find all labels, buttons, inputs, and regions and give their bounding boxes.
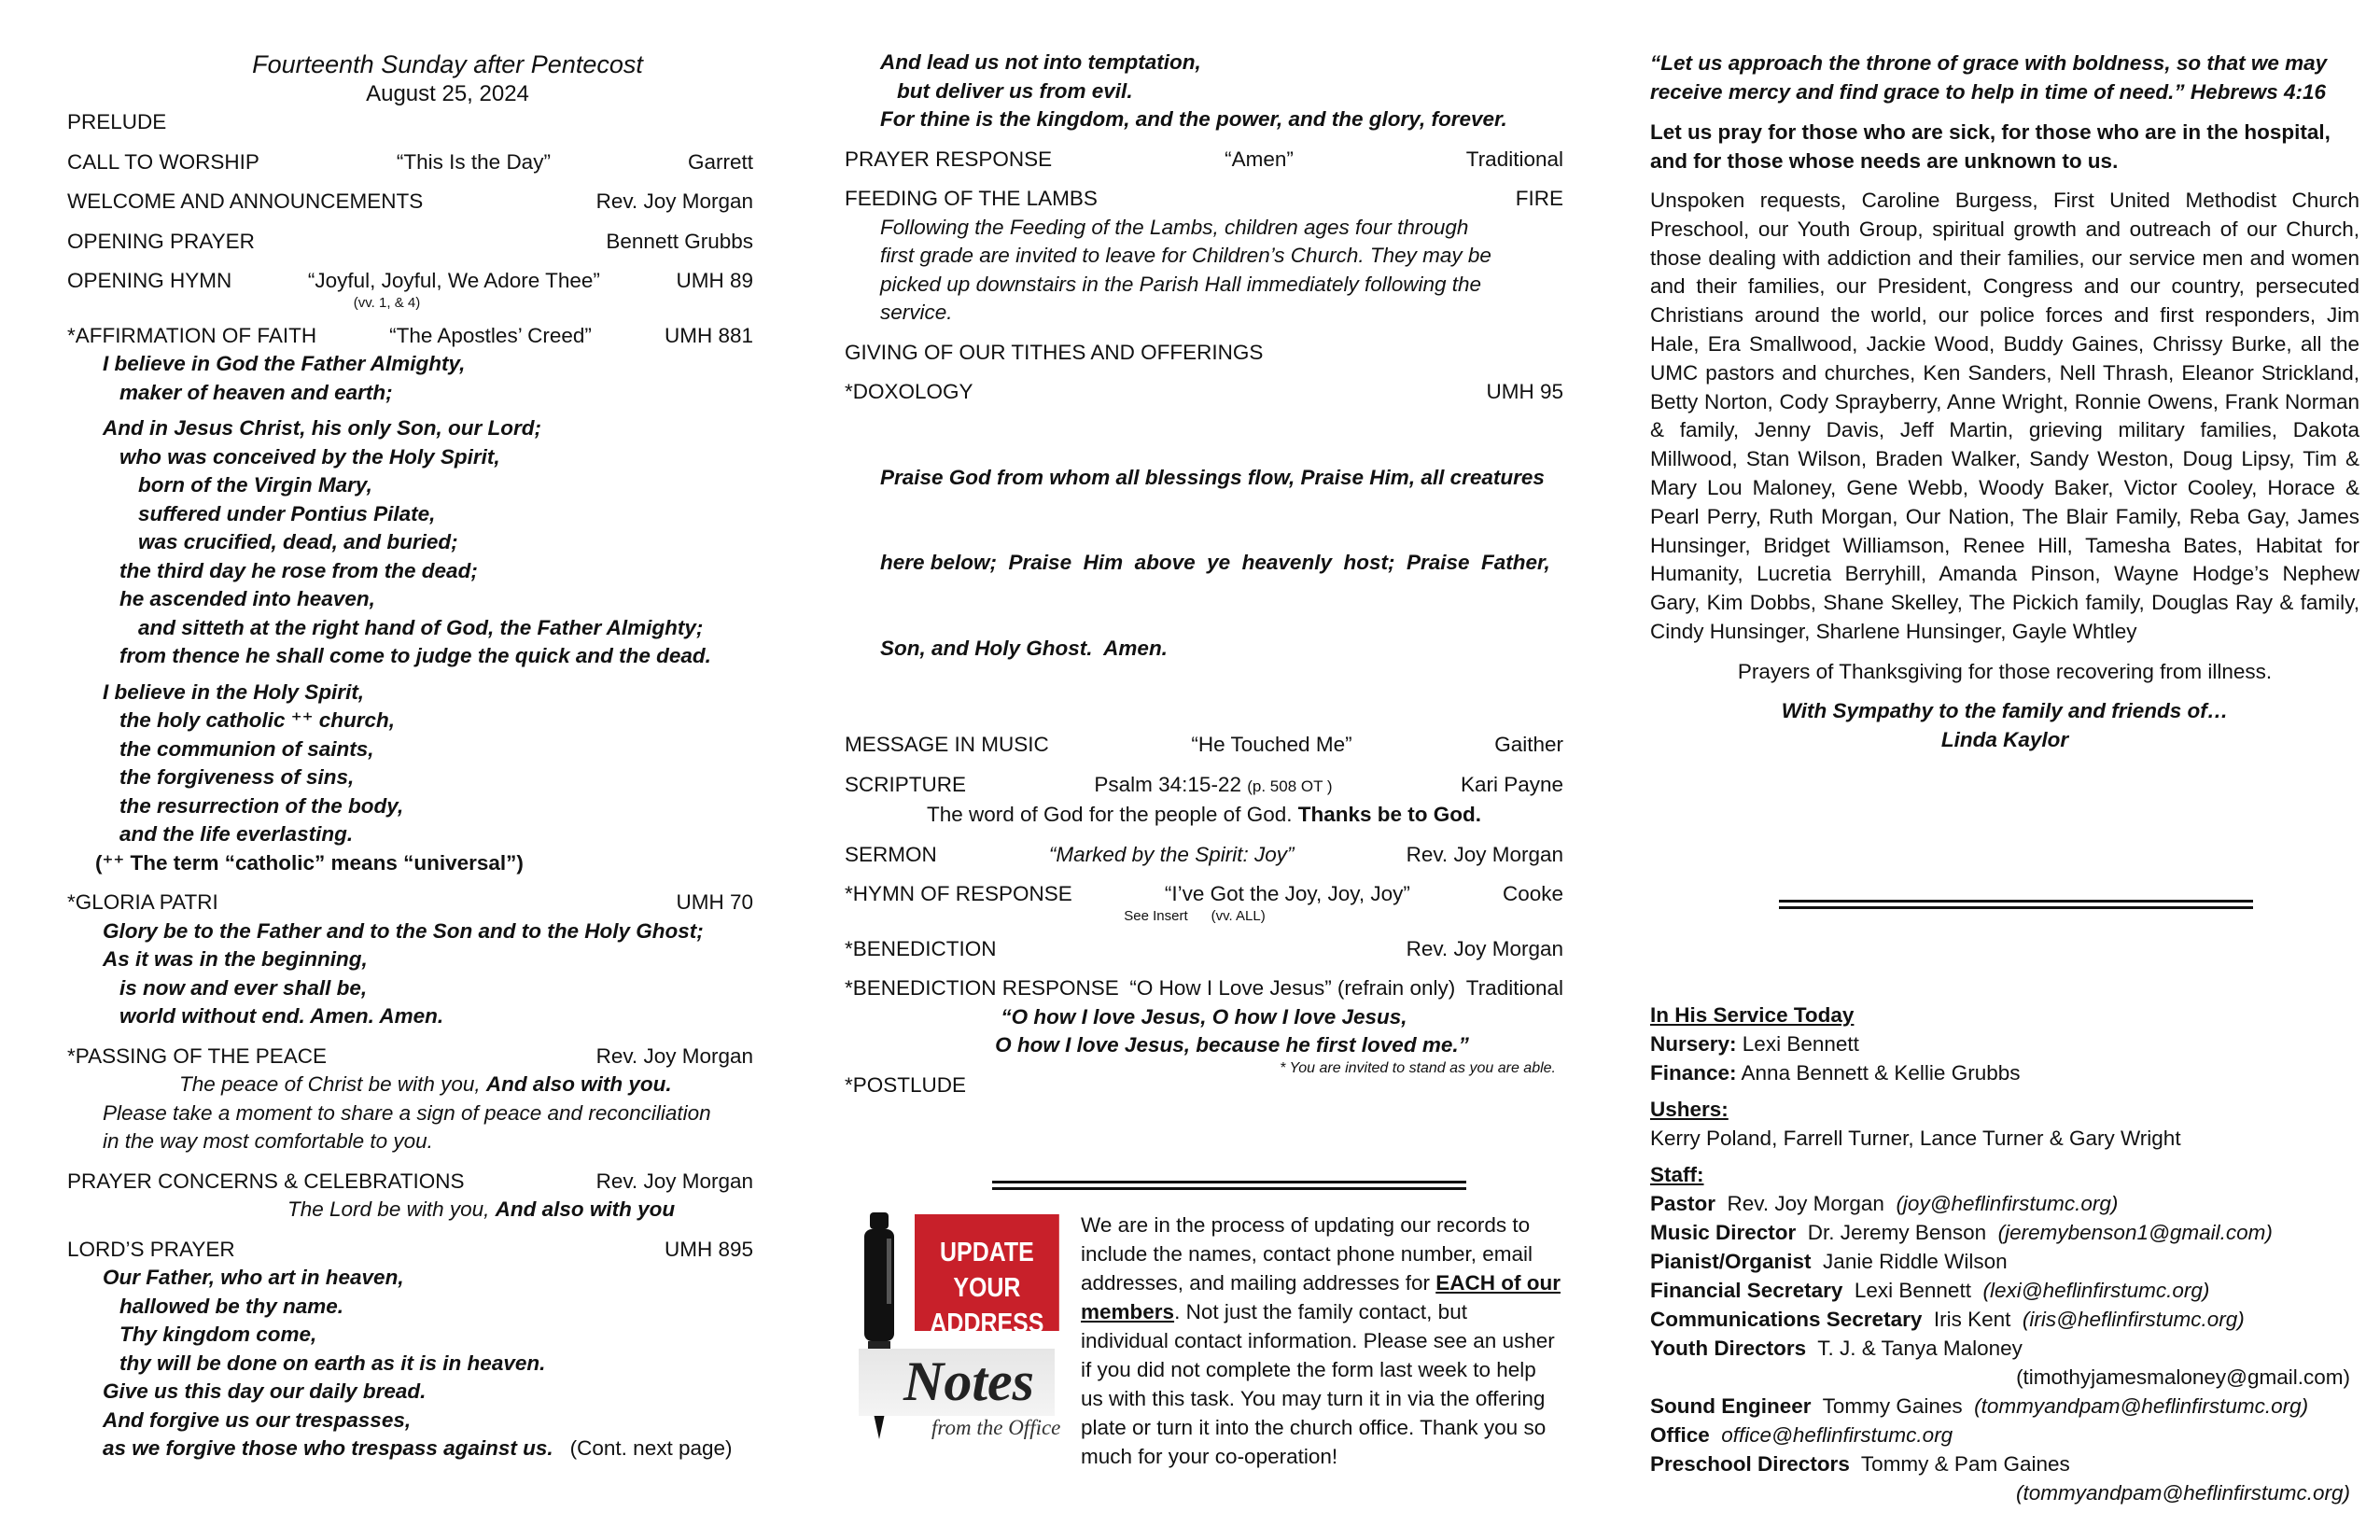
thanksgiving-prayers: Prayers of Thanksgiving for those recovering from illness. — [1737, 659, 2273, 683]
lords-prayer-line: hallowed be thy name. — [119, 1294, 344, 1318]
staff-heading: Staff: — [1650, 1163, 1704, 1186]
lords-prayer-line: as we forgive those who trespass against us. (Cont. next page) — [103, 1436, 733, 1460]
creed-line: the forgiveness of sins, — [119, 765, 355, 789]
tithes-offerings: GIVING OF OUR TITHES AND OFFERINGS — [845, 340, 1264, 364]
peace-response: The peace of Christ be with you, And also with you. — [179, 1072, 672, 1096]
lambs-text-line: first grade are invited to leave for Children’s Church. They may be — [880, 244, 1491, 267]
service-heading: In His Service Today — [1650, 1003, 1855, 1027]
staff-pianist: Pianist/Organist Janie Riddle Wilson — [1650, 1250, 2008, 1273]
staff-music-director: Music Director Dr. Jeremy Benson (jeremybenson1@gmail.com) — [1650, 1221, 2273, 1244]
staff-sound-engineer: Sound Engineer Tommy Gaines (tommyandpam@heflinfirstumc.org) — [1650, 1394, 2309, 1418]
postlude: *POSTLUDE — [845, 1072, 967, 1097]
service-title: Fourteenth Sunday after Pentecost — [252, 50, 643, 78]
scripture-response: The word of God for the people of God. Thanks be to God. — [926, 803, 1481, 826]
lords-prayer-line: And lead us not into temptation, — [880, 50, 1201, 74]
call-to-worship: CALL TO WORSHIP “This Is the Day” Garrett — [67, 149, 753, 174]
welcome-announcements: WELCOME AND ANNOUNCEMENTS Rev. Joy Morgan — [67, 189, 753, 213]
sympathy-name: Linda Kaylor — [1940, 727, 2069, 751]
lords-prayer-line: And forgive us our trespasses, — [103, 1407, 412, 1432]
hymn-of-response: *HYMN OF RESPONSE “I’ve Got the Joy, Joy, Joy” Cooke — [845, 882, 1563, 905]
doxology-line: Praise God from whom all blessings flow, Praise Him, all creatures — [880, 465, 1545, 489]
youth-email: (timothyjamesmaloney@gmail.com) — [2016, 1365, 2350, 1389]
hymn-verses-note: (vv. 1, & 4) — [353, 294, 421, 311]
benediction-lyric: “O how I love Jesus, O how I love Jesus, — [1001, 1004, 1407, 1029]
stand-note: * You are invited to stand as you are able. — [1280, 1060, 1556, 1076]
creed-line: who was conceived by the Holy Spirit, — [119, 444, 500, 469]
creed-line: suffered under Pontius Pilate, — [138, 501, 436, 525]
lambs-text-line: service. — [880, 301, 953, 324]
doxology-line: Son, and Holy Ghost. Amen. — [880, 636, 1168, 660]
hebrews-verse: “Let us approach the throne of grace with boldness, so that we may receive mercy and find grace to help in time of need.” Hebrews 4:16 — [1650, 51, 2328, 104]
benediction: *BENEDICTION Rev. Joy Morgan — [845, 936, 1563, 960]
creed-line: maker of heaven and earth; — [119, 380, 393, 404]
finance: Finance: Anna Bennett & Kellie Grubbs — [1650, 1061, 2021, 1085]
notes-subtitle: from the Office — [931, 1416, 1061, 1439]
gloria-patri: *GLORIA PATRI UMH 70 — [67, 890, 753, 914]
continued-note: (Cont. next page) — [569, 1436, 733, 1460]
gloria-line: Glory be to the Father and to the Son and to the Holy Ghost; — [103, 918, 704, 943]
benediction-lyric: O how I love Jesus, because he first loved me.” — [995, 1033, 1469, 1057]
staff-communications: Communications Secretary Iris Kent (iris@heflinfirstumc.org) — [1650, 1308, 2245, 1331]
update-address-text: We are in the process of updating our records to include the names, contact phone number, email addresses, and mailing addresses for EACH of our members. Not just the family contact, but individual contact information. Please see an usher if you did not complete the form last week to help us with this task. You may turn it in via the offering plate or turn it into the church office. Thank you so much for your co-operation! — [1081, 1213, 1561, 1468]
divider — [1779, 900, 2253, 909]
ushers-heading: Ushers: — [1650, 1098, 1729, 1121]
service-date: August 25, 2024 — [366, 81, 529, 106]
notes-word: Notes — [903, 1351, 1034, 1412]
prayer-concerns: PRAYER CONCERNS & CELEBRATIONS Rev. Joy Morgan — [67, 1169, 753, 1193]
opening-prayer: OPENING PRAYER Bennett Grubbs — [67, 229, 753, 253]
prayers-and-staff — [1650, 49, 2359, 1505]
update-address-notice — [859, 1211, 1561, 1533]
lords-prayer-line: Our Father, who art in heaven, — [103, 1266, 404, 1289]
staff-youth-directors: Youth Directors T. J. & Tanya Maloney — [1650, 1337, 2023, 1360]
creed-line: and sitteth at the right hand of God, the Father Almighty; — [138, 615, 704, 639]
lords-prayer: LORD’S PRAYER UMH 895 — [67, 1237, 753, 1261]
opening-hymn: OPENING HYMN “Joyful, Joyful, We Adore Thee” UMH 89 — [67, 269, 753, 292]
prayer-intro: Let us pray for those who are sick, for those who are in the hospital, and for those whose needs are unknown to us. — [1650, 120, 2331, 173]
order-of-worship-part1 — [67, 49, 753, 1463]
doxology: *DOXOLOGY UMH 95 — [845, 380, 1563, 403]
in-his-service — [1650, 1001, 2359, 1507]
catholic-footnote: (⁺⁺ The term “catholic” means “universal”) — [95, 850, 524, 875]
benediction-response: *BENEDICTION RESPONSE “O How I Love Jesus” (refrain only) Traditional — [845, 976, 1563, 1000]
staff-pastor: Pastor Rev. Joy Morgan (joy@heflinfirstumc.org) — [1650, 1192, 2119, 1215]
update-address-badge: UPDATE YOUR ADDRESS — [915, 1214, 1059, 1331]
scripture: SCRIPTURE Psalm 34:15-22 (p. 508 OT ) Kari Payne — [845, 772, 1563, 796]
lords-prayer-line: Thy kingdom come, — [119, 1323, 317, 1346]
prayer-list: Unspoken requests, Caroline Burgess, First United Methodist Church Preschool, our Youth Group, spiritual growth and outreach of our Church, those dealing with addiction and their families, our service men and women and their families, our President, Congress and our country, persecuted Christians around the world, our police forces and first responders, Jim Hale, Era Smallwood, Jackie Wood, Buddy Gaines, Chrissy Burke, all the UMC pastors and churches, Ken Sanders, Nell Thrash, Eleanor Strickland, Betty Norton, Cody Sprayberry, Anne Wright, Ronnie Owens, Frank Norman & family, Jenny Davis, Jeff Martin, grieving military families, Dakota Millwood, Stan Wilson, Braden Walker, Sandy Weston, Doug Lipsy, Tim & Mary Lou Maloney, Gene Webb, Woody Baker, Victor Cooley, Horace & Pearl Perry, Ruth Morgan, Our Nation, The Blair Family, Reba Gay, James Hunsinger, Bridget Williamson, Renee Hill, Tamesha Bates, Habitat for Humanity, Lucretia Berryhill, Amanda Pinson, Wayne Hodge’s Nephew Gary, Kim Dobbs, Shane Skelley, The Pickich family, Douglas Ray & family, Cindy Hunsinger, Sharlene Hunsinger, Gayle Whtley — [1650, 189, 2359, 643]
doxology-line: here below; Praise Him above ye heavenly host; Praise Father, — [880, 551, 1550, 574]
lambs-text-line: picked up downstairs in the Parish Hall immediately following the — [880, 272, 1482, 296]
preschool-email: (tommyandpam@heflinfirstumc.org) — [2016, 1481, 2350, 1505]
gloria-line: world without end. Amen. Amen. — [119, 1004, 444, 1028]
creed-line: the resurrection of the body, — [119, 793, 404, 818]
lambs-text-line: Following the Feeding of the Lambs, children ages four through — [880, 215, 1469, 239]
peace-instruction: Please take a moment to share a sign of peace and reconciliation — [103, 1100, 711, 1125]
creed-line: the holy catholic ⁺⁺ church, — [119, 708, 396, 732]
creed-line: born of the Virgin Mary, — [138, 473, 372, 497]
gloria-line: As it was in the beginning, — [103, 947, 368, 971]
hymn-insert-note: See Insert (vv. ALL) — [1124, 907, 1266, 924]
lords-prayer-line: For thine is the kingdom, and the power, and the glory, forever. — [880, 107, 1507, 131]
creed-line: from thence he shall come to judge the quick and the dead. — [119, 644, 711, 667]
creed-line: the communion of saints, — [119, 736, 374, 761]
staff-financial-secretary: Financial Secretary Lexi Bennett (lexi@heflinfirstumc.org) — [1650, 1279, 2210, 1302]
staff-preschool: Preschool Directors Tommy & Pam Gaines — [1650, 1452, 2070, 1476]
message-in-music: MESSAGE IN MUSIC “He Touched Me” Gaither — [845, 733, 1563, 756]
peace-instruction: in the way most comfortable to you. — [103, 1129, 433, 1153]
nursery: Nursery: Lexi Bennett — [1650, 1032, 1859, 1056]
creed-line: I believe in the Holy Spirit, — [103, 679, 365, 704]
feeding-of-the-lambs: FEEDING OF THE LAMBS FIRE — [845, 187, 1563, 210]
divider — [992, 1181, 1466, 1190]
creed-line: was crucified, dead, and buried; — [138, 530, 458, 553]
affirmation-of-faith: *AFFIRMATION OF FAITH “The Apostles’ Creed” UMH 881 — [67, 323, 753, 347]
gloria-line: is now and ever shall be, — [119, 975, 368, 1000]
creed-line: he ascended into heaven, — [119, 587, 375, 610]
sympathy-line: With Sympathy to the family and friends of… — [1781, 699, 2229, 723]
lords-prayer-line: thy will be done on earth as it is in heaven. — [119, 1351, 546, 1375]
concerns-response: The Lord be with you, And also with you — [287, 1197, 676, 1221]
lords-prayer-line: Give us this day our daily bread. — [103, 1379, 427, 1403]
staff-office: Office office@heflinfirstumc.org — [1650, 1423, 1953, 1447]
creed-line: I believe in God the Father Almighty, — [103, 352, 466, 375]
prayer-response: PRAYER RESPONSE “Amen” Traditional — [845, 147, 1563, 171]
lords-prayer-line: but deliver us from evil. — [897, 78, 1133, 103]
passing-of-the-peace: *PASSING OF THE PEACE Rev. Joy Morgan — [67, 1043, 753, 1068]
order-of-worship-part2 — [845, 49, 1563, 1468]
creed-line: the third day he rose from the dead; — [119, 558, 478, 582]
creed-line: and the life everlasting. — [119, 822, 354, 846]
creed-line: And in Jesus Christ, his only Son, our Lord; — [103, 416, 542, 440]
ushers-list: Kerry Poland, Farrell Turner, Lance Turner & Gary Wright — [1650, 1127, 2181, 1150]
sermon: SERMON “Marked by the Spirit: Joy” Rev. Joy Morgan — [845, 842, 1563, 866]
prelude: PRELUDE — [67, 110, 167, 133]
